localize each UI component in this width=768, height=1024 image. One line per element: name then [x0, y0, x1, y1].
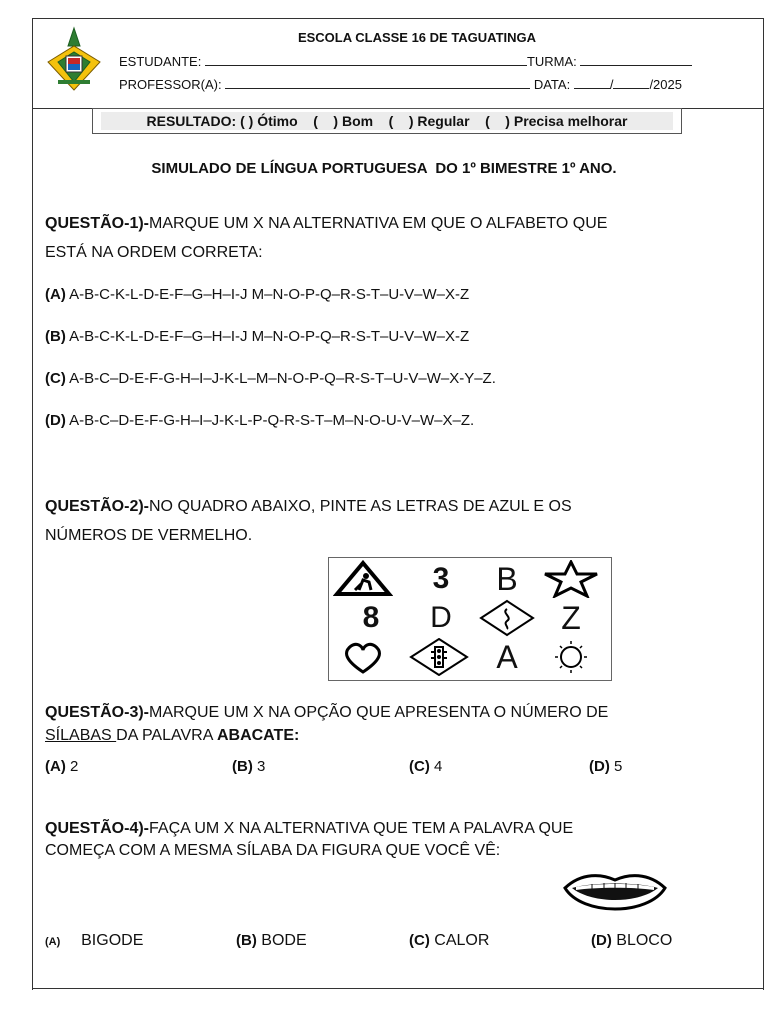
q3-option-a-letter: (A)	[45, 758, 66, 775]
q3-option-a[interactable]	[45, 758, 78, 775]
q1-option-b-text: A-B-C-K-L-D-E-F–G–H–I-J M–N-O-P-Q–R-S-T–U-V–W–X-Z	[69, 328, 470, 345]
q4-option-c-text: CALOR	[429, 932, 490, 949]
q4-option-b-text: BODE	[256, 932, 307, 949]
student-line	[119, 53, 692, 69]
date-separator: /	[609, 77, 614, 92]
school-name-text: ESCOLA CLASSE 16 DE TAGUATINGA	[297, 30, 537, 45]
q3-option-d-letter: (D)	[589, 758, 610, 775]
q1-option-b[interactable]	[45, 328, 469, 345]
warning-triangle-icon[interactable]	[333, 560, 393, 598]
page-title: SIMULADO DE LÍNGUA PORTUGUESA DO 1º BIMESTRE 1º ANO.	[151, 160, 617, 177]
q3-option-b-letter: (B)	[232, 758, 253, 775]
symbol-letter-d[interactable]: D	[430, 601, 452, 634]
school-name	[0, 30, 768, 45]
question-1-text-line2: ESTÁ NA ORDEM CORRETA:	[45, 244, 263, 261]
q1-option-a-letter: (A)	[45, 286, 66, 303]
q4-option-d-letter: (D)	[591, 932, 612, 949]
teacher-label: PROFESSOR(A):	[119, 77, 222, 92]
question-3-underlined: SÍLABAS	[45, 727, 117, 744]
q1-option-d[interactable]	[45, 412, 474, 429]
date-year: /2025	[649, 77, 682, 92]
symbol-letter-a[interactable]: A	[496, 638, 518, 675]
q4-option-b[interactable]	[236, 932, 307, 950]
question-4-label: QUESTÃO-4)-	[45, 820, 149, 837]
q1-option-d-text: A-B-C–D-E-F-G-H–I–J-K-L-P-Q-R-S-T–M–N-O-U-V–W–X–Z.	[69, 412, 475, 429]
road-sign-icon[interactable]	[477, 599, 537, 637]
q1-option-c[interactable]	[45, 370, 496, 387]
mouth-lips-icon	[562, 868, 668, 918]
q1-option-c-text: A-B-C–D-E-F-G-H–I–J-K-L–M–N-O-P-Q–R-S-T–U-V–W–X-Y–Z.	[69, 370, 496, 387]
symbol-grid	[328, 557, 612, 681]
question-2	[45, 492, 572, 550]
q4-option-c[interactable]	[409, 932, 489, 950]
q1-option-d-letter: (D)	[45, 412, 66, 429]
teacher-field[interactable]	[225, 76, 530, 89]
symbol-letter-b[interactable]: B	[496, 560, 518, 597]
date-day-field[interactable]	[574, 76, 610, 89]
teacher-line	[119, 76, 682, 92]
q3-option-c[interactable]	[409, 758, 442, 775]
class-label: TURMA:	[526, 54, 577, 69]
date-label: DATA:	[533, 77, 571, 92]
question-3-text-line1: MARQUE UM X NA OPÇÃO QUE APRESENTA O NÚMERO DE	[149, 704, 609, 721]
q3-option-b-text: 3	[252, 758, 266, 775]
q3-option-d[interactable]	[589, 758, 622, 775]
q4-option-a[interactable]	[45, 932, 143, 950]
question-2-text-line1: NO QUADRO ABAIXO, PINTE AS LETRAS DE AZUL E OS	[149, 498, 572, 515]
class-field[interactable]	[580, 53, 692, 66]
question-1-label: QUESTÃO-1)-	[45, 215, 149, 232]
sun-icon[interactable]	[541, 638, 601, 676]
q4-option-d[interactable]	[591, 932, 672, 950]
q1-option-a[interactable]	[45, 286, 469, 303]
symbol-letter-z[interactable]: Z	[561, 599, 581, 636]
q3-option-a-text: 2	[65, 758, 79, 775]
q3-option-b[interactable]	[232, 758, 265, 775]
date-month-field[interactable]	[613, 76, 649, 89]
question-4-text-line1: FAÇA UM X NA ALTERNATIVA QUE TEM A PALAVRA QUE	[149, 820, 574, 837]
q3-option-d-text: 5	[609, 758, 623, 775]
q4-option-a-text: BIGODE	[81, 932, 144, 949]
symbol-number-3[interactable]: 3	[432, 562, 450, 595]
q4-option-a-letter: (A)	[45, 936, 61, 948]
question-3-label: QUESTÃO-3)-	[45, 704, 149, 721]
student-field[interactable]	[205, 53, 527, 66]
q4-option-b-letter: (B)	[236, 932, 257, 949]
question-3-word: ABACATE:	[216, 727, 300, 744]
q4-option-d-text: BLOCO	[611, 932, 673, 949]
student-label: ESTUDANTE:	[119, 54, 202, 69]
star-icon[interactable]	[541, 560, 601, 598]
question-4-text-line2: COMEÇA COM A MESMA SÍLABA DA FIGURA QUE VOCÊ VÊ:	[45, 842, 501, 859]
page-bottom-border	[32, 988, 764, 989]
question-1-text-line1: MARQUE UM X NA ALTERNATIVA EM QUE O ALFABETO QUE	[149, 215, 608, 232]
q1-option-a-text: A-B-C-K-L-D-E-F–G–H–I-J M–N-O-P-Q–R-S-T–U-V–W–X-Z	[69, 286, 470, 303]
question-2-label: QUESTÃO-2)-	[45, 498, 149, 515]
result-bar	[101, 112, 673, 130]
symbol-number-8[interactable]: 8	[362, 601, 380, 634]
q1-option-c-letter: (C)	[45, 370, 66, 387]
heart-icon[interactable]	[333, 638, 393, 676]
page-top-border	[32, 18, 764, 19]
question-3-text-line2: DA PALAVRA	[116, 727, 217, 744]
question-2-text-line2: NÚMEROS DE VERMELHO.	[45, 527, 253, 544]
traffic-light-sign-icon[interactable]	[409, 638, 469, 676]
q1-option-b-letter: (B)	[45, 328, 66, 345]
q3-option-c-letter: (C)	[409, 758, 430, 775]
q3-option-c-text: 4	[429, 758, 443, 775]
q4-option-c-letter: (C)	[409, 932, 430, 949]
question-4	[45, 818, 573, 862]
question-1	[45, 209, 607, 267]
result-text: RESULTADO: ( ) Ótimo ( ) Bom ( ) Regular ( ) Precisa melhorar	[146, 113, 628, 129]
question-3	[45, 701, 608, 747]
result-box	[92, 108, 682, 134]
